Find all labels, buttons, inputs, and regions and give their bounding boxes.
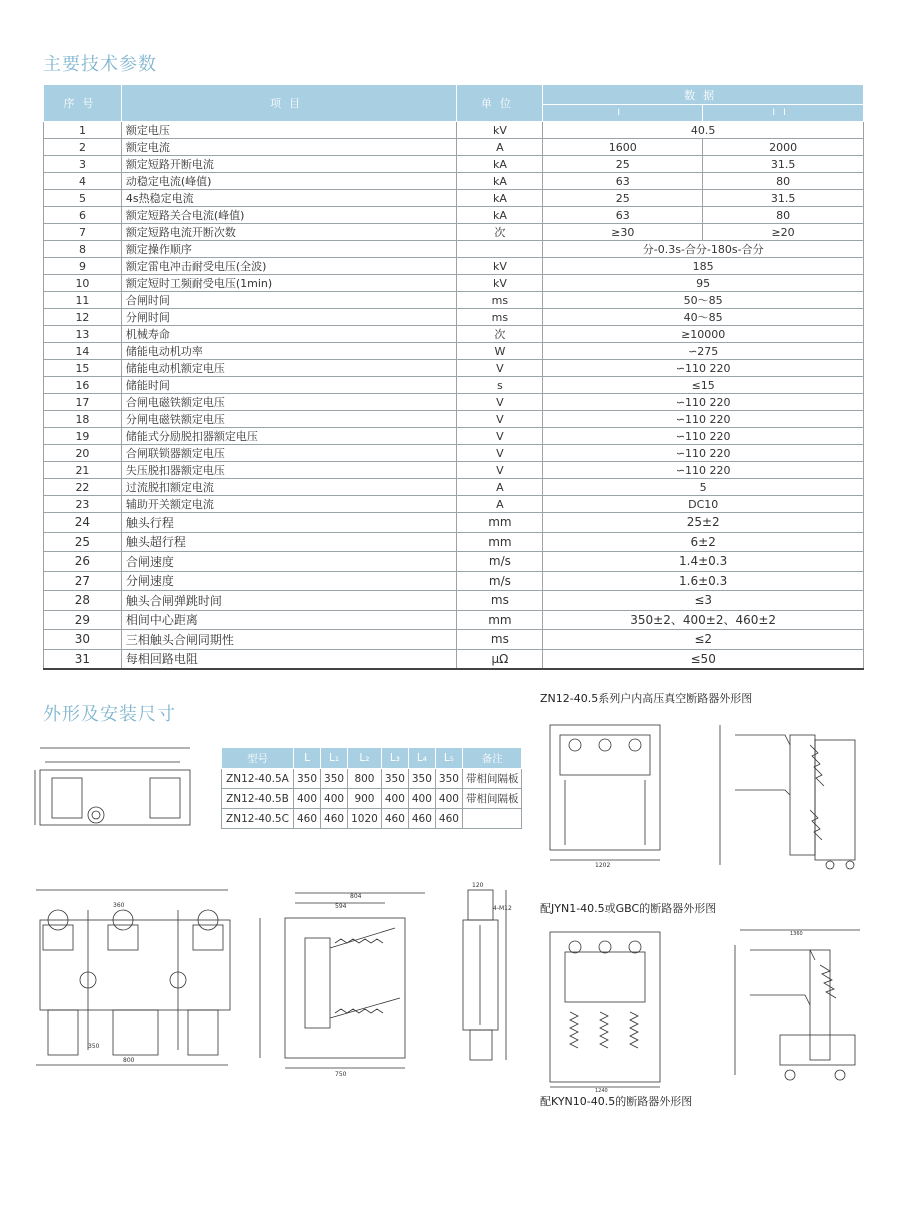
- cell-value: ∽110 220: [543, 428, 864, 445]
- dims-cell: 400: [294, 789, 321, 809]
- header-data: 数据: [543, 85, 864, 105]
- header-item: 项目: [121, 85, 457, 122]
- cell-value-1: 25: [543, 156, 703, 173]
- cell-value: ∽275: [543, 343, 864, 360]
- cell-no: 2: [44, 139, 122, 156]
- section-title-params: 主要技术参数: [43, 54, 157, 75]
- table-row: [44, 649, 864, 669]
- cell-no: 23: [44, 496, 122, 513]
- dims-header: L: [294, 748, 321, 769]
- cell-item: 额定电压: [121, 122, 457, 139]
- dims-cell: 900: [348, 789, 382, 809]
- cell-unit: ms: [457, 630, 543, 650]
- cell-unit: ms: [457, 309, 543, 326]
- cell-item: 额定短路电流开断次数: [121, 224, 457, 241]
- cell-no: 28: [44, 591, 122, 611]
- cell-no: 27: [44, 571, 122, 591]
- cell-item: 储能式分励脱扣器额定电压: [121, 428, 457, 445]
- section-title-dimensions: 外形及安装尺寸: [43, 704, 176, 725]
- dims-cell: 460: [294, 809, 321, 829]
- cell-value: ∽110 220: [543, 394, 864, 411]
- dims-cell: 350: [408, 769, 435, 789]
- cell-unit: A: [457, 496, 543, 513]
- cell-item: 触头超行程: [121, 532, 457, 552]
- cell-value-2: ≥20: [703, 224, 864, 241]
- cell-no: 5: [44, 190, 122, 207]
- dims-row: [222, 789, 522, 809]
- dims-cell: ZN12-40.5A: [222, 769, 294, 789]
- cell-value: ∽110 220: [543, 462, 864, 479]
- cell-unit: V: [457, 445, 543, 462]
- cell-no: 16: [44, 377, 122, 394]
- table-row: [44, 411, 864, 428]
- dims-cell: ZN12-40.5C: [222, 809, 294, 829]
- cell-unit: V: [457, 428, 543, 445]
- dims-header: L₁: [321, 748, 348, 769]
- dim-label-594: 594: [335, 903, 347, 910]
- cell-value: 分-0.3s-合分-180s-合分: [543, 241, 864, 258]
- cell-no: 1: [44, 122, 122, 139]
- dims-header: L₃: [381, 748, 408, 769]
- cell-no: 9: [44, 258, 122, 275]
- caption-jyn1: 配JYN1-40.5或GBC的断路器外形图: [540, 902, 717, 915]
- cell-value: 6±2: [543, 532, 864, 552]
- dim-label-804: 804: [350, 893, 362, 900]
- cell-value: 1.6±0.3: [543, 571, 864, 591]
- dims-header: L₅: [435, 748, 462, 769]
- table-row: [44, 630, 864, 650]
- dim-label-750: 750: [335, 1071, 347, 1078]
- cell-item: 储能电动机功率: [121, 343, 457, 360]
- cell-item: 触头合闸弹跳时间: [121, 591, 457, 611]
- cell-value-2: 31.5: [703, 190, 864, 207]
- cell-unit: kV: [457, 275, 543, 292]
- cell-item: 合闸电磁铁额定电压: [121, 394, 457, 411]
- kyn10-side-drawing: [730, 925, 870, 1090]
- cell-value: ∽110 220: [543, 360, 864, 377]
- dims-row: [222, 809, 522, 829]
- cell-no: 20: [44, 445, 122, 462]
- cell-no: 6: [44, 207, 122, 224]
- dims-cell: 带相间隔板: [462, 789, 522, 809]
- cell-value-2: 80: [703, 173, 864, 190]
- cell-item: 储能时间: [121, 377, 457, 394]
- cell-unit: W: [457, 343, 543, 360]
- cell-unit: kA: [457, 207, 543, 224]
- cell-value-1: ≥30: [543, 224, 703, 241]
- dim-label-4m12: 4-M12: [493, 905, 512, 912]
- cell-value: 95: [543, 275, 864, 292]
- cell-unit: μΩ: [457, 649, 543, 669]
- dims-cell: 400: [408, 789, 435, 809]
- cell-item: 合闸联锁器额定电压: [121, 445, 457, 462]
- cell-item: 额定短路开断电流: [121, 156, 457, 173]
- cell-no: 22: [44, 479, 122, 496]
- cell-value-2: 31.5: [703, 156, 864, 173]
- zn12-front-drawing: [540, 710, 670, 870]
- cell-no: 19: [44, 428, 122, 445]
- cell-no: 30: [44, 630, 122, 650]
- table-row: [44, 122, 864, 139]
- pole-drawing: [448, 880, 518, 1080]
- cell-item: 辅助开关额定电流: [121, 496, 457, 513]
- cell-value: ∽110 220: [543, 445, 864, 462]
- dims-cell: 400: [381, 789, 408, 809]
- cell-item: 额定电流: [121, 139, 457, 156]
- cell-unit: A: [457, 139, 543, 156]
- cell-unit: kA: [457, 190, 543, 207]
- table-row: [44, 428, 864, 445]
- cell-no: 11: [44, 292, 122, 309]
- cell-unit: m/s: [457, 571, 543, 591]
- cell-item: 分闸时间: [121, 309, 457, 326]
- dims-cell: ZN12-40.5B: [222, 789, 294, 809]
- dims-header: 备注: [462, 748, 522, 769]
- cell-value: ≤2: [543, 630, 864, 650]
- dim-label-350: 350: [88, 1043, 100, 1050]
- cell-value: ≤50: [543, 649, 864, 669]
- cell-value-2: 80: [703, 207, 864, 224]
- cell-no: 10: [44, 275, 122, 292]
- table-row: [44, 156, 864, 173]
- table-row: [44, 552, 864, 572]
- cell-item: 分闸速度: [121, 571, 457, 591]
- table-row: [44, 360, 864, 377]
- table-row: [44, 591, 864, 611]
- table-row: [44, 292, 864, 309]
- header-no: 序号: [44, 85, 122, 122]
- dims-cell: 400: [321, 789, 348, 809]
- dims-header: L₂: [348, 748, 382, 769]
- cell-no: 13: [44, 326, 122, 343]
- cell-unit: [457, 241, 543, 258]
- dims-cell: 460: [321, 809, 348, 829]
- cell-unit: A: [457, 479, 543, 496]
- cell-item: 动稳定电流(峰值): [121, 173, 457, 190]
- cell-value: DC10: [543, 496, 864, 513]
- zn12-side-drawing: [715, 715, 865, 875]
- cell-unit: kV: [457, 122, 543, 139]
- cell-item: 合闸速度: [121, 552, 457, 572]
- cell-no: 24: [44, 513, 122, 533]
- cell-item: 储能电动机额定电压: [121, 360, 457, 377]
- table-row: [44, 532, 864, 552]
- cell-unit: mm: [457, 610, 543, 630]
- dims-row: [222, 769, 522, 789]
- dim-label-800: 800: [123, 1057, 135, 1064]
- cell-item: 每相回路电阻: [121, 649, 457, 669]
- cell-value: ≤15: [543, 377, 864, 394]
- cell-unit: 次: [457, 224, 543, 241]
- table-row: [44, 394, 864, 411]
- cell-item: 失压脱扣器额定电压: [121, 462, 457, 479]
- cell-unit: ms: [457, 591, 543, 611]
- cell-value: 185: [543, 258, 864, 275]
- cell-value: 40～85: [543, 309, 864, 326]
- cell-item: 4s热稳定电流: [121, 190, 457, 207]
- cell-item: 分闸电磁铁额定电压: [121, 411, 457, 428]
- cell-item: 触头行程: [121, 513, 457, 533]
- cell-value: 40.5: [543, 122, 864, 139]
- table-row: [44, 479, 864, 496]
- table-row: [44, 496, 864, 513]
- dims-cell: 1020: [348, 809, 382, 829]
- cell-unit: 次: [457, 326, 543, 343]
- table-row: [44, 224, 864, 241]
- cell-no: 17: [44, 394, 122, 411]
- cell-unit: kA: [457, 173, 543, 190]
- cell-unit: V: [457, 360, 543, 377]
- cell-unit: V: [457, 462, 543, 479]
- table-row: [44, 207, 864, 224]
- cell-no: 7: [44, 224, 122, 241]
- dim-label-1202: 1202: [595, 862, 611, 869]
- side-view-drawing: [255, 888, 435, 1078]
- cell-unit: kA: [457, 156, 543, 173]
- cell-item: 额定短路关合电流(峰值): [121, 207, 457, 224]
- cell-unit: mm: [457, 513, 543, 533]
- table-row: [44, 139, 864, 156]
- cell-no: 21: [44, 462, 122, 479]
- dims-cell: 460: [381, 809, 408, 829]
- table-row: [44, 445, 864, 462]
- dims-cell: [462, 809, 522, 829]
- dims-cell: 460: [435, 809, 462, 829]
- cell-no: 8: [44, 241, 122, 258]
- cell-item: 相间中心距离: [121, 610, 457, 630]
- jyn1-front-drawing: [540, 922, 670, 1092]
- cell-value: 5: [543, 479, 864, 496]
- cell-unit: ms: [457, 292, 543, 309]
- params-table: [43, 84, 864, 670]
- cell-no: 29: [44, 610, 122, 630]
- table-row: [44, 343, 864, 360]
- cell-item: 额定雷电冲击耐受电压(全波): [121, 258, 457, 275]
- table-row: [44, 190, 864, 207]
- cell-value-1: 1600: [543, 139, 703, 156]
- cell-no: 3: [44, 156, 122, 173]
- table-row: [44, 513, 864, 533]
- cell-value-1: 63: [543, 173, 703, 190]
- dimensions-table: [221, 747, 522, 829]
- table-row: [44, 309, 864, 326]
- table-row: [44, 275, 864, 292]
- dims-cell: 带相间隔板: [462, 769, 522, 789]
- header-unit: 单位: [457, 85, 543, 122]
- cell-value: ≤3: [543, 591, 864, 611]
- table-row: [44, 462, 864, 479]
- table-row: [44, 241, 864, 258]
- front-view-drawing: [28, 880, 238, 1080]
- cell-value: 25±2: [543, 513, 864, 533]
- cell-value-1: 63: [543, 207, 703, 224]
- dims-header: 型号: [222, 748, 294, 769]
- caption-kyn10: 配KYN10-40.5的断路器外形图: [540, 1095, 693, 1108]
- cell-value: ≥10000: [543, 326, 864, 343]
- dims-cell: 350: [435, 769, 462, 789]
- cell-item: 机械寿命: [121, 326, 457, 343]
- table-row: [44, 258, 864, 275]
- dims-cell: 460: [408, 809, 435, 829]
- cell-unit: s: [457, 377, 543, 394]
- header-col2: II: [703, 105, 864, 122]
- cell-no: 12: [44, 309, 122, 326]
- table-row: [44, 326, 864, 343]
- dims-cell: 400: [435, 789, 462, 809]
- cell-unit: V: [457, 411, 543, 428]
- dims-cell: 350: [294, 769, 321, 789]
- cell-item: 合闸时间: [121, 292, 457, 309]
- caption-outline: ZN12-40.5系列户内高压真空断路器外形图: [540, 692, 753, 705]
- table-row: [44, 173, 864, 190]
- cell-unit: kV: [457, 258, 543, 275]
- dim-label-120: 120: [472, 882, 484, 889]
- cell-unit: mm: [457, 532, 543, 552]
- cell-value-2: 2000: [703, 139, 864, 156]
- dim-label-1360: 1360: [790, 931, 803, 937]
- top-view-drawing: [30, 740, 210, 850]
- cell-value: 50～85: [543, 292, 864, 309]
- cell-no: 15: [44, 360, 122, 377]
- cell-item: 额定操作顺序: [121, 241, 457, 258]
- dims-header: L₄: [408, 748, 435, 769]
- cell-no: 14: [44, 343, 122, 360]
- table-row: [44, 571, 864, 591]
- cell-no: 25: [44, 532, 122, 552]
- cell-item: 过流脱扣额定电流: [121, 479, 457, 496]
- cell-no: 18: [44, 411, 122, 428]
- dim-label-360: 360: [113, 902, 125, 909]
- header-col1: I: [543, 105, 703, 122]
- cell-value-1: 25: [543, 190, 703, 207]
- cell-value: 1.4±0.3: [543, 552, 864, 572]
- cell-item: 三相触头合闸同期性: [121, 630, 457, 650]
- dims-cell: 800: [348, 769, 382, 789]
- cell-item: 额定短时工频耐受电压(1min): [121, 275, 457, 292]
- cell-unit: m/s: [457, 552, 543, 572]
- cell-value: ∽110 220: [543, 411, 864, 428]
- dims-cell: 350: [321, 769, 348, 789]
- cell-no: 4: [44, 173, 122, 190]
- cell-no: 26: [44, 552, 122, 572]
- cell-no: 31: [44, 649, 122, 669]
- dim-label-1240: 1240: [595, 1088, 608, 1092]
- table-row: [44, 377, 864, 394]
- cell-value: 350±2、400±2、460±2: [543, 610, 864, 630]
- cell-unit: V: [457, 394, 543, 411]
- table-row: [44, 610, 864, 630]
- dims-cell: 350: [381, 769, 408, 789]
